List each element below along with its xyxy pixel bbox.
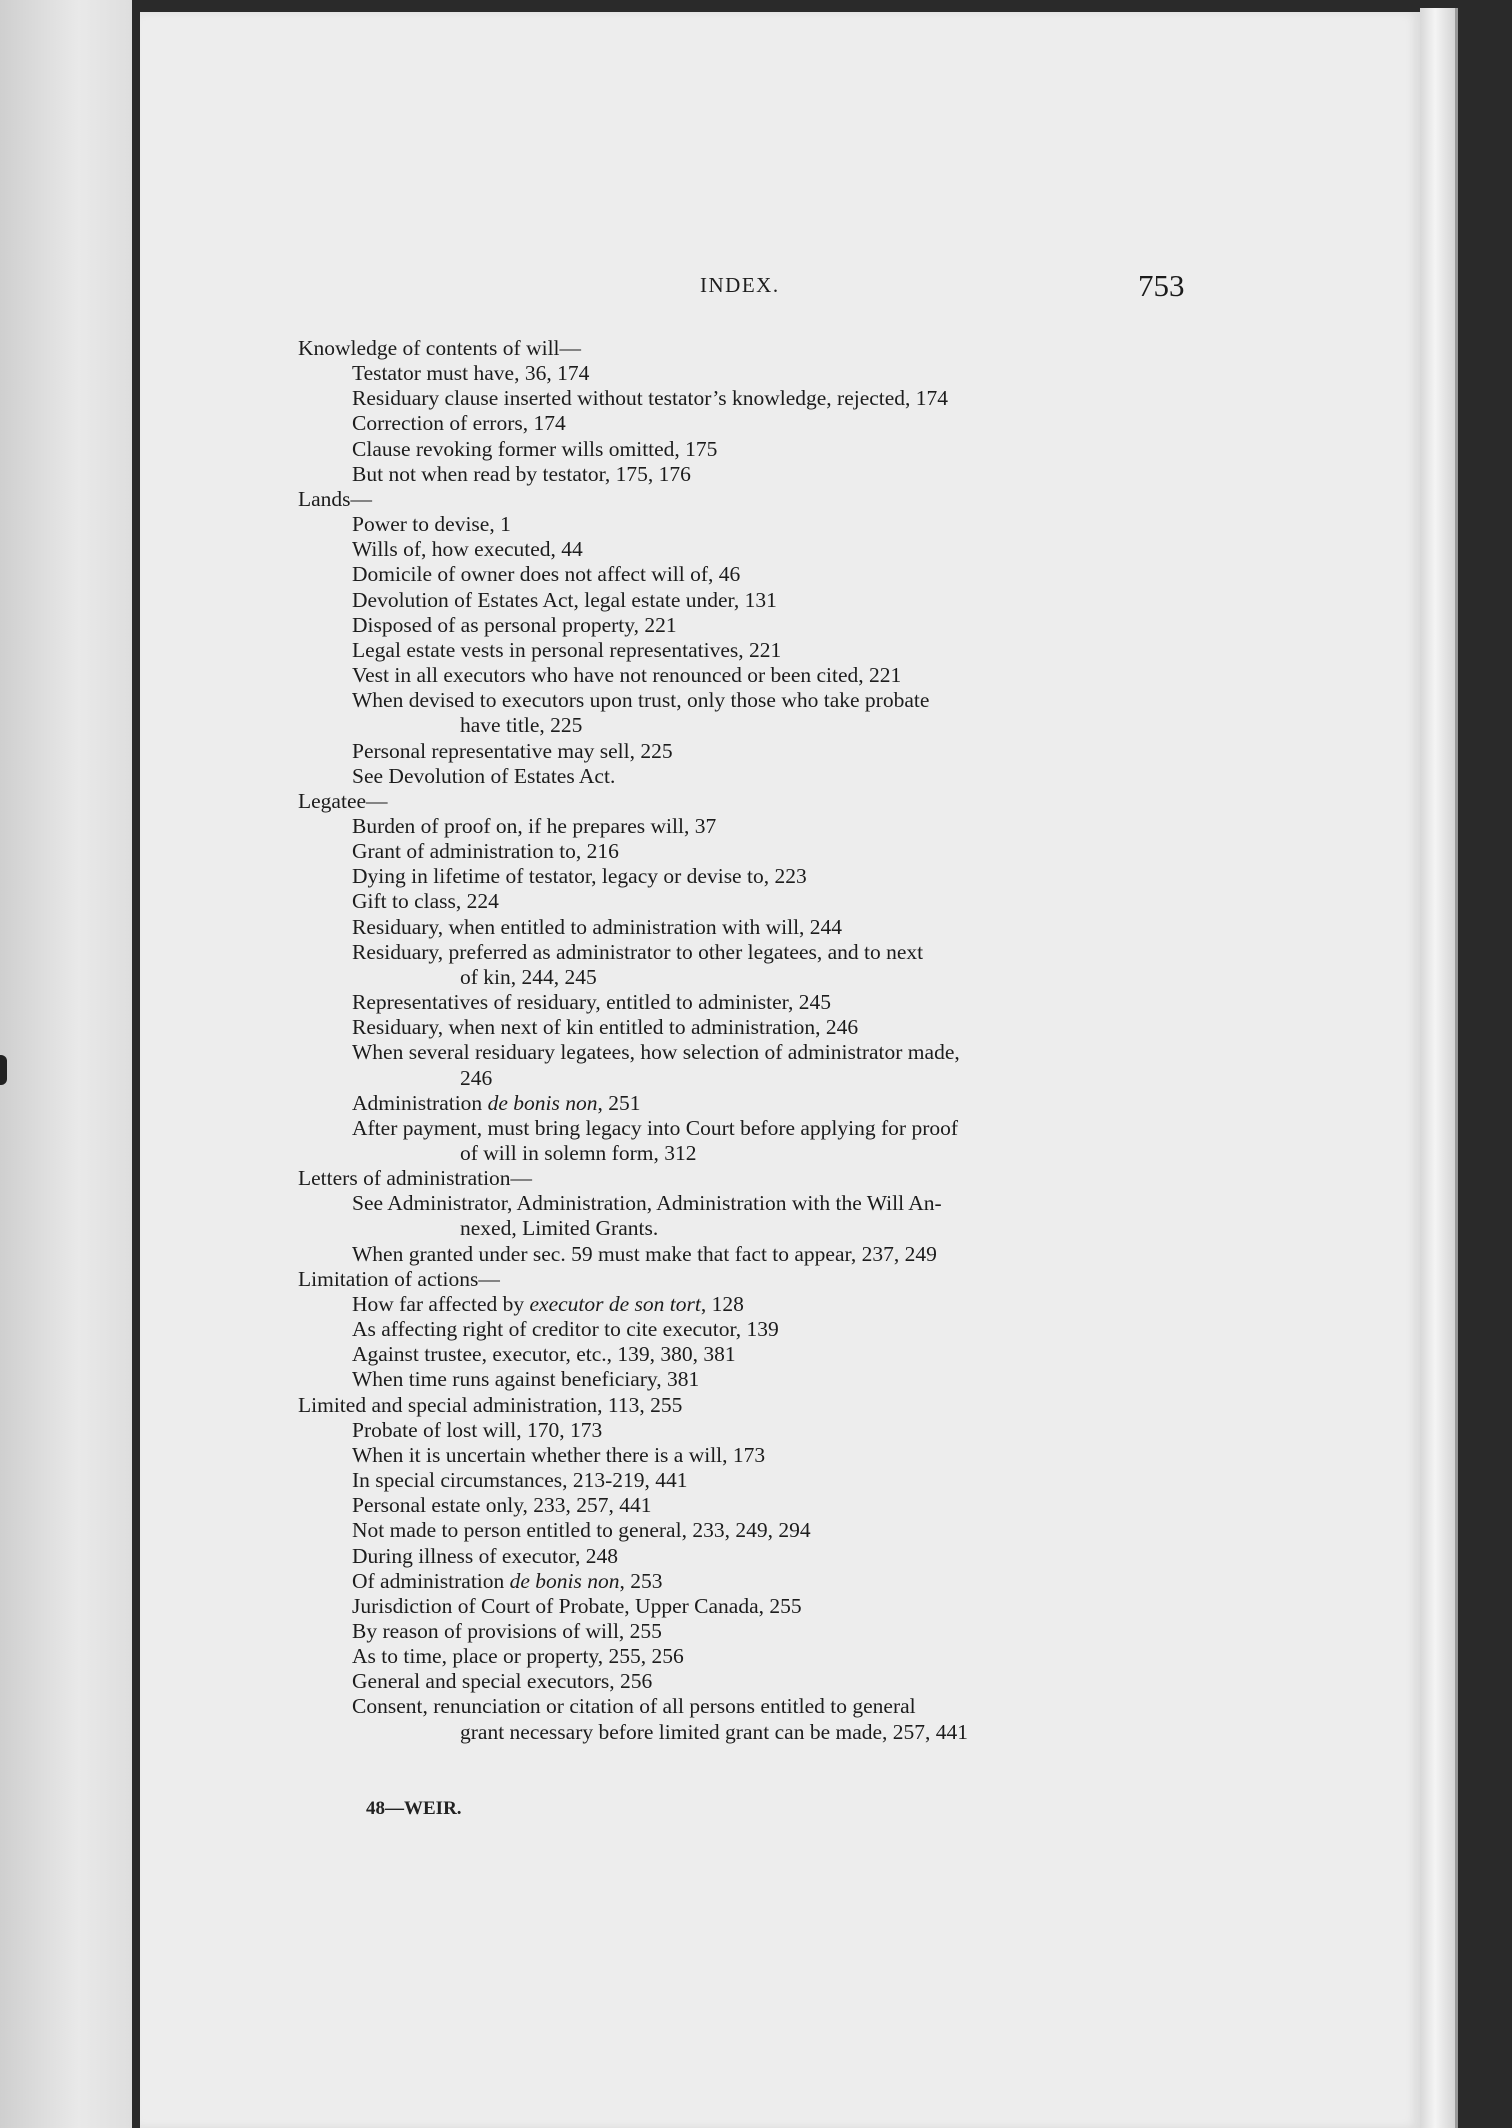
index-subentry bbox=[298, 1694, 1198, 1719]
index-subentry bbox=[298, 1342, 1198, 1367]
index-subentry bbox=[298, 688, 1198, 713]
index-heading bbox=[298, 789, 1198, 814]
entry-text: 246 bbox=[460, 1065, 493, 1090]
entry-text: As affecting right of creditor to cite executor, 139 bbox=[352, 1317, 779, 1342]
index-heading bbox=[298, 1267, 1198, 1292]
entry-text: Not made to person entitled to general, 233, 249, 294 bbox=[352, 1518, 811, 1543]
entry-text: , 251 bbox=[597, 1090, 641, 1115]
entry-text: When several residuary legatees, how selection of administrator made, bbox=[352, 1040, 960, 1065]
entry-text: Of administration bbox=[352, 1568, 510, 1593]
index-subentry bbox=[298, 1091, 1198, 1116]
entry-text: General and special executors, 256 bbox=[352, 1669, 653, 1694]
index-subentry bbox=[298, 537, 1198, 562]
entry-text: Grant of administration to, 216 bbox=[352, 839, 619, 864]
entry-text: , 128 bbox=[700, 1291, 744, 1316]
italic-term: de bonis non bbox=[509, 1568, 620, 1593]
entry-text: When granted under sec. 59 must make that fact to appear, 237, 249 bbox=[352, 1241, 937, 1266]
index-continuation bbox=[298, 1141, 1198, 1166]
entry-text: Vest in all executors who have not renounced or been cited, 221 bbox=[352, 663, 902, 688]
entry-text: When time runs against beneficiary, 381 bbox=[352, 1367, 700, 1392]
entry-text: How far affected by bbox=[352, 1291, 530, 1316]
index-entries bbox=[298, 336, 1198, 1745]
page-number: 753 bbox=[1138, 268, 1185, 303]
index-subentry bbox=[298, 1116, 1198, 1141]
entry-text: grant necessary before limited grant can be made, 257, 441 bbox=[460, 1719, 969, 1744]
entry-text: , 253 bbox=[619, 1568, 663, 1593]
index-subentry bbox=[298, 1191, 1198, 1216]
facing-page-edge bbox=[0, 0, 132, 2128]
index-subentry bbox=[298, 638, 1198, 663]
entry-text: By reason of provisions of will, 255 bbox=[352, 1618, 662, 1643]
index-subentry bbox=[298, 990, 1198, 1015]
index-subentry bbox=[298, 839, 1198, 864]
index-subentry bbox=[298, 1015, 1198, 1040]
entry-text: Disposed of as personal property, 221 bbox=[352, 612, 677, 637]
index-continuation bbox=[298, 965, 1198, 990]
index-continuation bbox=[298, 713, 1198, 738]
index-continuation bbox=[298, 1720, 1198, 1745]
entry-text: Legal estate vests in personal representatives, 221 bbox=[352, 637, 782, 662]
entry-text: Consent, renunciation or citation of all persons entitled to general bbox=[352, 1694, 916, 1719]
entry-text: Personal estate only, 233, 257, 441 bbox=[352, 1493, 652, 1518]
index-subentry bbox=[298, 814, 1198, 839]
index-subentry bbox=[298, 411, 1198, 436]
index-subentry bbox=[298, 739, 1198, 764]
entry-text: Burden of proof on, if he prepares will, 37 bbox=[352, 813, 717, 838]
entry-text: Power to devise, 1 bbox=[352, 512, 511, 537]
index-continuation bbox=[298, 1066, 1198, 1091]
signature-mark: 48—WEIR. bbox=[366, 1798, 462, 1819]
index-subentry bbox=[298, 1544, 1198, 1569]
entry-text: nexed, Limited Grants. bbox=[460, 1216, 659, 1241]
binding-mark bbox=[0, 1055, 7, 1085]
entry-text: Correction of errors, 174 bbox=[352, 411, 566, 436]
index-subentry bbox=[298, 1292, 1198, 1317]
index-subentry bbox=[298, 386, 1198, 411]
entry-text: Representatives of residuary, entitled to administer, 245 bbox=[352, 990, 831, 1015]
italic-term: executor de son tort bbox=[529, 1291, 701, 1316]
entry-text: Legatee— bbox=[298, 788, 388, 813]
entry-text: In special circumstances, 213-219, 441 bbox=[352, 1468, 688, 1493]
index-subentry bbox=[298, 512, 1198, 537]
index-continuation bbox=[298, 1216, 1198, 1241]
entry-text: Residuary, preferred as administrator to other legatees, and to next bbox=[352, 939, 924, 964]
index-subentry bbox=[298, 915, 1198, 940]
entry-text: Clause revoking former wills omitted, 175 bbox=[352, 436, 718, 461]
entry-text: Limitation of actions— bbox=[298, 1266, 500, 1291]
index-subentry bbox=[298, 613, 1198, 638]
entry-text: Residuary, when next of kin entitled to administration, 246 bbox=[352, 1015, 859, 1040]
entry-text: Administration bbox=[352, 1090, 488, 1115]
index-heading bbox=[298, 336, 1198, 361]
entry-text: Dying in lifetime of testator, legacy or devise to, 223 bbox=[352, 864, 807, 889]
entry-text: But not when read by testator, 175, 176 bbox=[352, 461, 691, 486]
entry-text: During illness of executor, 248 bbox=[352, 1543, 619, 1568]
index-subentry bbox=[298, 1518, 1198, 1543]
entry-text: Letters of administration— bbox=[298, 1166, 533, 1191]
entry-text: Residuary, when entitled to administration with will, 244 bbox=[352, 914, 843, 939]
entry-text: When it is uncertain whether there is a will, 173 bbox=[352, 1442, 766, 1467]
entry-text: of kin, 244, 245 bbox=[460, 964, 597, 989]
index-subentry bbox=[298, 588, 1198, 613]
index-subentry bbox=[298, 889, 1198, 914]
page-fore-edge bbox=[1420, 8, 1458, 2128]
index-heading bbox=[298, 1393, 1198, 1418]
entry-text: When devised to executors upon trust, only those who take probate bbox=[352, 688, 930, 713]
entry-text: Jurisdiction of Court of Probate, Upper Canada, 255 bbox=[352, 1593, 802, 1618]
index-subentry bbox=[298, 940, 1198, 965]
entry-text: Personal representative may sell, 225 bbox=[352, 738, 673, 763]
running-head: INDEX. bbox=[700, 273, 780, 297]
index-subentry bbox=[298, 1040, 1198, 1065]
entry-text: Testator must have, 36, 174 bbox=[352, 361, 590, 386]
italic-term: de bonis non bbox=[487, 1090, 598, 1115]
index-subentry bbox=[298, 1317, 1198, 1342]
entry-text: Gift to class, 224 bbox=[352, 889, 499, 914]
entry-text: As to time, place or property, 255, 256 bbox=[352, 1644, 684, 1669]
entry-text: Knowledge of contents of will— bbox=[298, 336, 582, 360]
index-heading bbox=[298, 487, 1198, 512]
index-subentry bbox=[298, 1367, 1198, 1392]
entry-text: See Devolution of Estates Act. bbox=[352, 763, 616, 788]
entry-text: Probate of lost will, 170, 173 bbox=[352, 1417, 603, 1442]
entry-text: Wills of, how executed, 44 bbox=[352, 537, 583, 562]
index-subentry bbox=[298, 764, 1198, 789]
entry-text: After payment, must bring legacy into Court before applying for proof bbox=[352, 1115, 959, 1140]
entry-text: Devolution of Estates Act, legal estate under, 131 bbox=[352, 587, 777, 612]
index-heading bbox=[298, 1166, 1198, 1191]
index-subentry bbox=[298, 1644, 1198, 1669]
index-subentry bbox=[298, 1242, 1198, 1267]
index-subentry bbox=[298, 1468, 1198, 1493]
entry-text: of will in solemn form, 312 bbox=[460, 1141, 697, 1165]
index-subentry bbox=[298, 1493, 1198, 1518]
entry-text: Limited and special administration, 113, 255 bbox=[298, 1392, 683, 1417]
index-subentry bbox=[298, 1594, 1198, 1619]
entry-text: Domicile of owner does not affect will of, 46 bbox=[352, 562, 741, 587]
index-subentry bbox=[298, 361, 1198, 386]
index-subentry bbox=[298, 462, 1198, 487]
index-subentry bbox=[298, 1669, 1198, 1694]
entry-text: Lands— bbox=[298, 486, 373, 511]
index-subentry bbox=[298, 1443, 1198, 1468]
entry-text: have title, 225 bbox=[460, 713, 583, 738]
index-subentry bbox=[298, 1569, 1198, 1594]
index-subentry bbox=[298, 1418, 1198, 1443]
entry-text: Residuary clause inserted without testator’s knowledge, rejected, 174 bbox=[352, 386, 949, 411]
entry-text: Against trustee, executor, etc., 139, 380, 381 bbox=[352, 1342, 736, 1367]
index-subentry bbox=[298, 562, 1198, 587]
index-subentry bbox=[298, 864, 1198, 889]
index-subentry bbox=[298, 1619, 1198, 1644]
entry-text: See Administrator, Administration, Administration with the Will An- bbox=[352, 1191, 942, 1216]
index-subentry bbox=[298, 437, 1198, 462]
index-subentry bbox=[298, 663, 1198, 688]
